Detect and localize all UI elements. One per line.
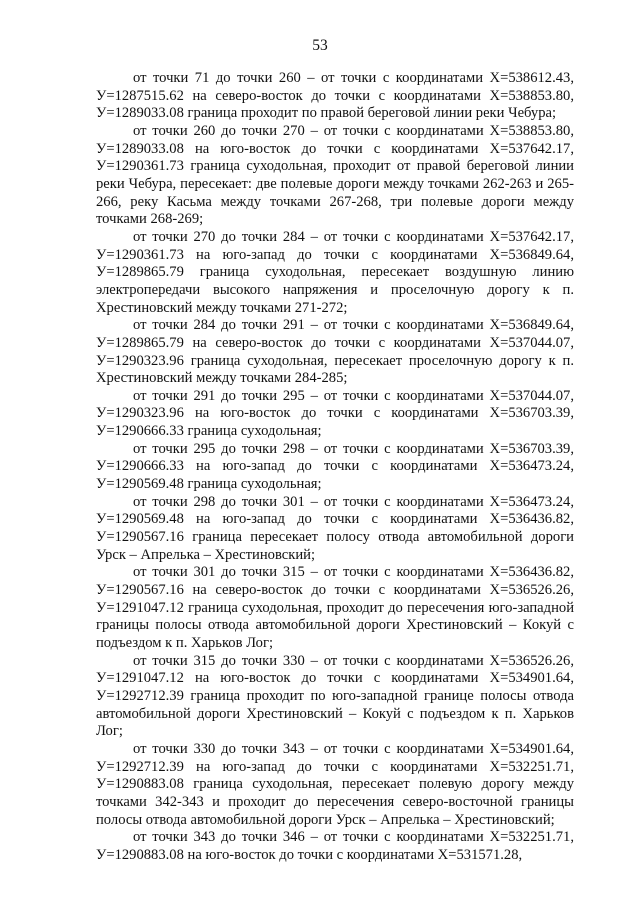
- page-number: 53: [312, 37, 328, 54]
- boundary-paragraph-330-343: от точки 330 до точки 343 – от точки с координатами Х=534901.64, У=1292712.39 на юго-запад до точки с координатами Х=532251.71, У=1290883.08 граница суходольная, пересекает полевую дорогу между точками 342-343 и проходит до пересечения северо-восточной границы полосы отвода автомобильной дороги Урск – Апрелька – Хрестиновский;: [96, 740, 574, 828]
- boundary-paragraph-260-270: от точки 260 до точки 270 – от точки с координатами Х=538853.80, У=1289033.08 на юго-восток до точки с координатами Х=537642.17, У=1290361.73 граница суходольная, проходит от правой береговой линии реки Чебура, пересекает: две полевые дороги между точками 262-263 и 265-266, реку Касьма между точками 267-268, три полевые дороги между точками 268-269;: [96, 122, 574, 228]
- boundary-paragraph-301-315: от точки 301 до точки 315 – от точки с координатами Х=536436.82, У=1290567.16 на северо-восток до точки с координатами Х=536526.26, У=1291047.12 граница суходольная, проходит до пересечения юго-западной границы полосы отвода автомобильной дороги Хрестиновский – Кокуй с подъездом к п. Харьков Лог;: [96, 564, 574, 651]
- boundary-paragraph-291-295: от точки 291 до точки 295 – от точки с координатами Х=537044.07, У=1290323.96 на юго-восток до точки с координатами Х=536703.39, У=1290666.33 граница суходольная;: [96, 387, 574, 440]
- boundary-paragraph-270-284: от точки 270 до точки 284 – от точки с координатами Х=537642.17, У=1290361.73 на юго-запад до точки с координатами Х=536849.64, У=1289865.79 граница суходольная, пересекает воздушную линию электропередачи высокого напряжения и проселочную дорогу к п. Хрестиновский между точками 271-272;: [96, 228, 574, 316]
- boundary-paragraph-298-301: от точки 298 до точки 301 – от точки с координатами Х=536473.24, У=1290569.48 на юго-запад до точки с координатами Х=536436.82, У=1290567.16 граница пересекает полосу отвода автомобильной дороги Урск – Апрелька – Хрестиновский;: [96, 493, 574, 563]
- boundary-paragraph-343-346: от точки 343 до точки 346 – от точки с координатами Х=532251.71, У=1290883.08 на юго-восток до точки с координатами Х=531571.28,: [96, 829, 574, 863]
- boundary-paragraph-295-298: от точки 295 до точки 298 – от точки с координатами Х=536703.39, У=1290666.33 на юго-запад до точки с координатами Х=536473.24, У=1290569.48 граница суходольная;: [96, 440, 574, 493]
- boundary-paragraph-315-330: от точки 315 до точки 330 – от точки с координатами Х=536526.26, У=1291047.12 на юго-восток до точки с координатами Х=534901.64, У=1292712.39 граница проходит по юго-западной границе полосы отвода автомобильной дороги Хрестиновский – Кокуй с подъездом к п. Харьков Лог;: [96, 652, 574, 740]
- document-body: [96, 70, 574, 865]
- boundary-paragraph-71-260: от точки 71 до точки 260 – от точки с координатами Х=538612.43, У=1287515.62 на северо-восток до точки с координатами Х=538853.80, У=1289033.08 граница проходит по правой береговой линии реки Чебура;: [96, 70, 574, 122]
- boundary-paragraph-284-291: от точки 284 до точки 291 – от точки с координатами Х=536849.64, У=1289865.79 на северо-восток до точки с координатами Х=537044.07, У=1290323.96 граница суходольная, пересекает проселочную дорогу к п. Хрестиновский между точками 284-285;: [96, 317, 574, 387]
